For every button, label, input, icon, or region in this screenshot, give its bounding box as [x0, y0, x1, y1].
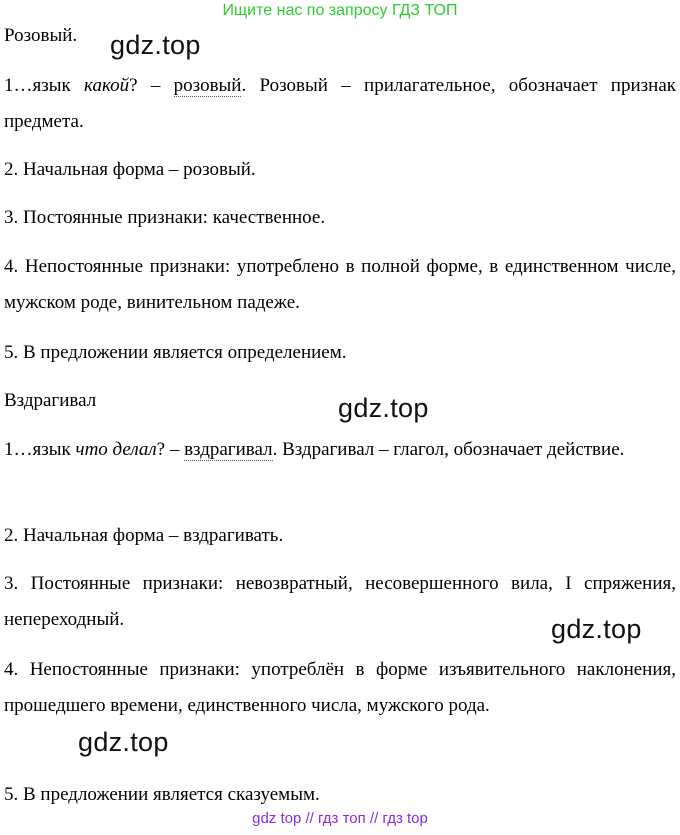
paragraph-2-vzdragival: 2. Начальная форма – вздрагивать.: [4, 525, 284, 546]
p1-underlined-word: вздрагивал: [184, 439, 273, 460]
p1-mid: ? –: [129, 75, 174, 96]
paragraph-5-vzdragival: 5. В предложении является сказуемым.: [4, 784, 320, 805]
section-heading-rozovyi: Розовый.: [4, 25, 78, 46]
paragraph-4-rozovyi: 4. Непостоянные признаки: употреблено в полной форме, в единственном числе, мужском роде, винительном падеже.: [4, 256, 676, 313]
paragraph-3-rozovyi: 3. Постоянные признаки: качественное.: [4, 207, 326, 228]
p1-mid: ? –: [156, 439, 185, 460]
p1-rest: . Розовый – прилагательное, обозначает признак предмета.: [4, 75, 676, 132]
paragraph-1-vzdragival: [4, 432, 676, 468]
footer-links: gdz top // гдз топ // гдз top: [252, 810, 428, 827]
watermark-gdz-top: gdz.top: [551, 614, 642, 644]
p1-underlined-word: розовый: [173, 75, 242, 96]
section-heading-vzdragival: Вздрагивал: [4, 390, 97, 411]
p1-prefix: 1…язык: [4, 75, 85, 96]
p1-question: какой: [84, 75, 130, 96]
watermark-gdz-top: gdz.top: [338, 393, 429, 423]
top-banner: Ищите нас по запросу ГДЗ ТОП: [222, 2, 458, 19]
paragraph-2-rozovyi: 2. Начальная форма – розовый.: [4, 159, 256, 180]
p1-rest: . Вздрагивал – глагол, обозначает действие.: [272, 439, 625, 460]
watermark-gdz-top: gdz.top: [110, 30, 201, 60]
p1-question: что делал: [75, 439, 157, 460]
paragraph-3-vzdragival: 3. Постоянные признаки: невозвратный, несовершенного вила, I спряжения, непереходный.: [4, 573, 676, 630]
paragraph-4-vzdragival: 4. Непостоянные признаки: употреблён в форме изъявительного наклонения, прошедшего времени, единственного числа, мужского рода.: [4, 659, 676, 716]
p1-prefix: 1…язык: [4, 439, 76, 460]
paragraph-1-rozovyi: [4, 68, 676, 140]
paragraph-5-rozovyi: 5. В предложении является определением.: [4, 342, 347, 363]
watermark-gdz-top: gdz.top: [78, 727, 169, 757]
